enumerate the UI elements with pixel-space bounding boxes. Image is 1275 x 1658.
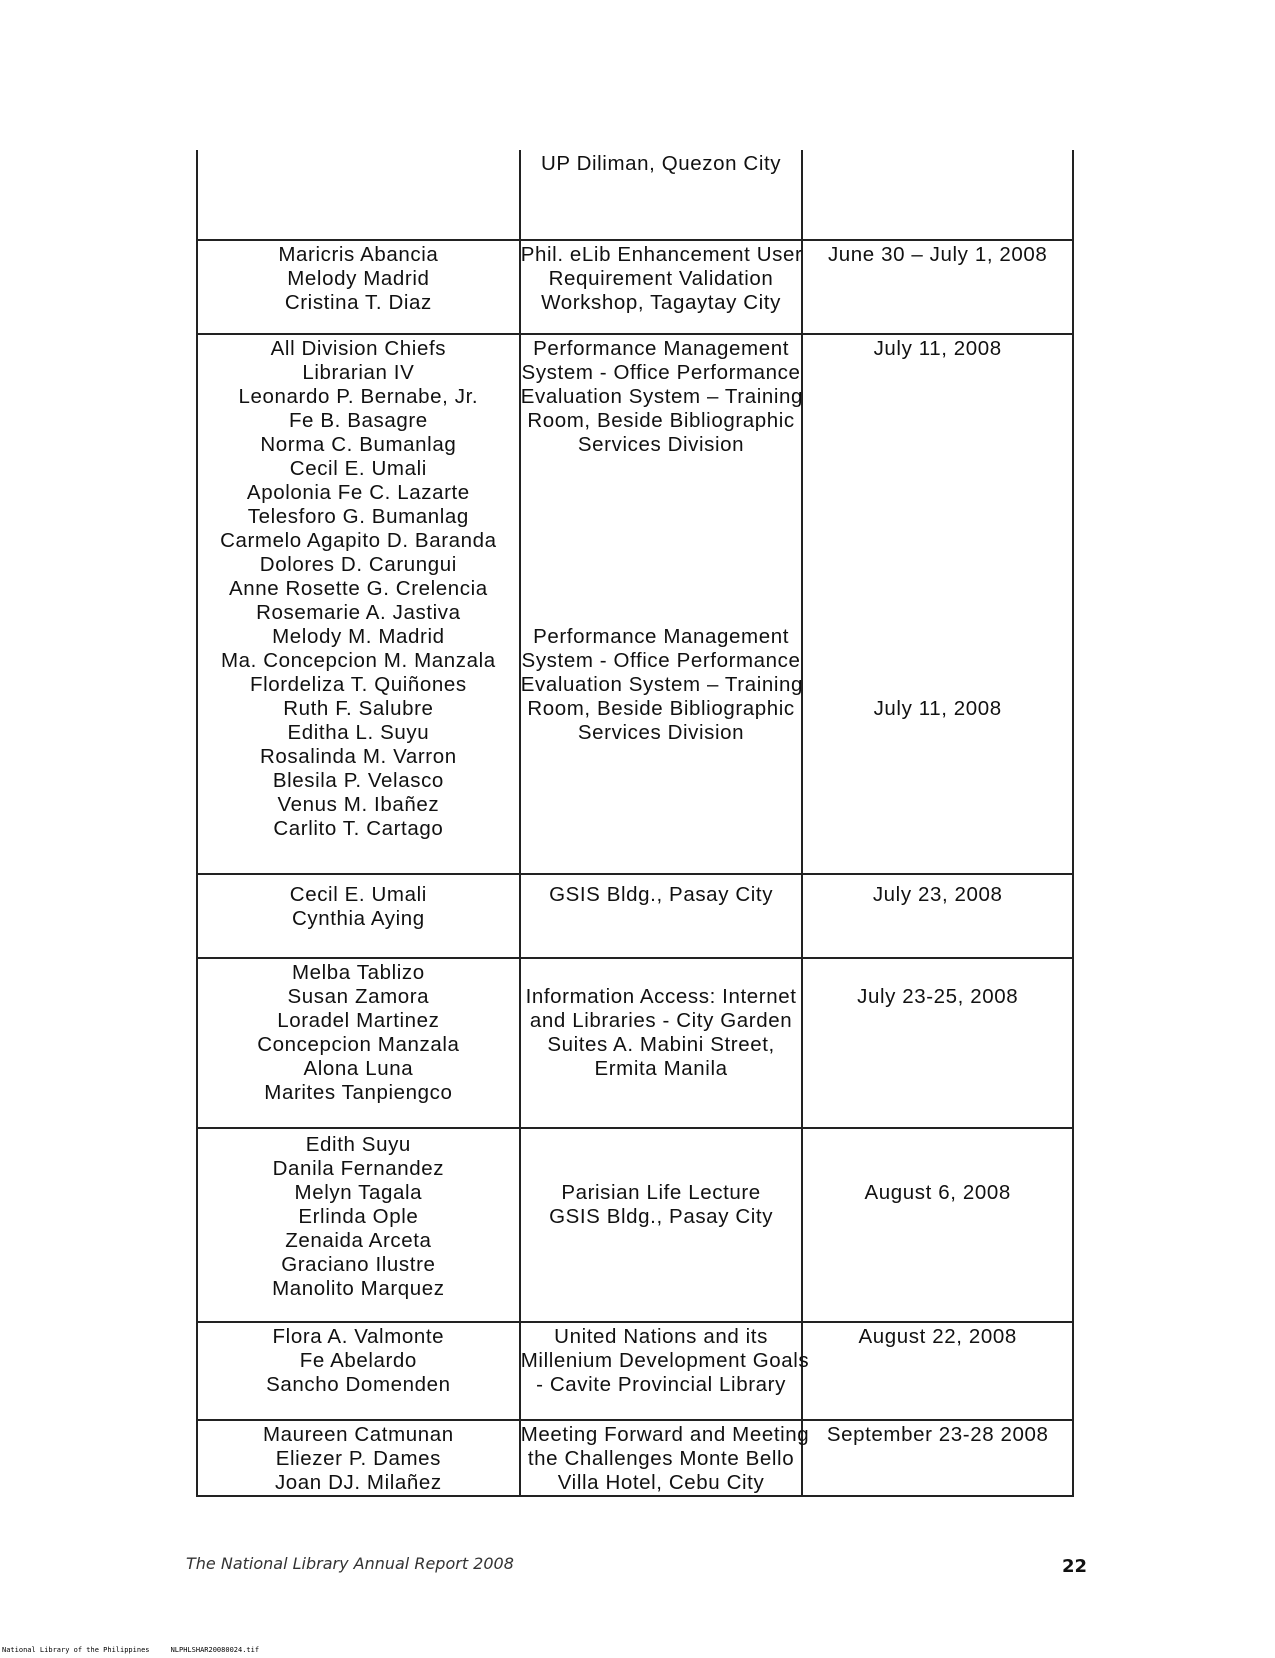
- participants-cell: [197, 1128, 520, 1322]
- participants-cell: [197, 334, 520, 874]
- participant-name: Melba Tablizo: [291, 961, 425, 984]
- event-line: and Libraries - City Garden: [529, 1009, 793, 1032]
- participant-name: Maureen Catmunan: [262, 1423, 454, 1446]
- participant-name: Blesila P. Velasco: [272, 769, 444, 792]
- table-row: [197, 1420, 1073, 1496]
- participants-cell: [197, 1322, 520, 1420]
- participant-name: Editha L. Suyu: [287, 721, 430, 744]
- participant-name: Rosalinda M. Varron: [259, 745, 457, 768]
- event-date: June 30 – July 1, 2008: [827, 243, 1048, 266]
- participant-name: Telesforo G. Bumanlag: [247, 505, 469, 528]
- participant-name: Norma C. Bumanlag: [260, 433, 457, 456]
- participant-name: Ruth F. Salubre: [283, 697, 434, 720]
- page-number: 22: [1062, 1556, 1088, 1577]
- event-cell: [520, 334, 803, 874]
- event-cell: [520, 1420, 810, 1496]
- event-cell: [520, 150, 803, 240]
- event-line: Workshop, Tagaytay City: [541, 291, 781, 314]
- participant-name: Susan Zamora: [287, 985, 430, 1008]
- table-row: [197, 874, 1073, 958]
- participant-name: Concepcion Manzala: [257, 1033, 460, 1056]
- participants-cell: [197, 1420, 520, 1496]
- table-row: [197, 1322, 1073, 1420]
- event-cell: [520, 240, 803, 334]
- event-date: July 11, 2008: [873, 337, 1002, 360]
- table-row: [197, 1128, 1073, 1322]
- event-line: Ermita Manila: [594, 1057, 728, 1080]
- participant-name: Cecil E. Umali: [289, 457, 427, 480]
- scan-info: National Library of the Philippines NLPHLSHAR20080024.tif: [2, 1646, 260, 1654]
- participant-name: Edith Suyu: [305, 1133, 411, 1156]
- event-line: GSIS Bldg., Pasay City: [549, 883, 774, 906]
- table-row: [197, 150, 1073, 240]
- event-line: the Challenges Monte Bello: [527, 1447, 795, 1470]
- participant-name: Melody Madrid: [287, 267, 430, 290]
- event-cell: [520, 1128, 803, 1322]
- event-line: Villa Hotel, Cebu City: [557, 1471, 765, 1494]
- participant-name: Fe Abelardo: [299, 1349, 417, 1372]
- table-row: [197, 334, 1073, 874]
- participants-cell: [197, 150, 520, 240]
- participants-cell: [197, 240, 520, 334]
- date-cell: [802, 874, 1073, 958]
- participant-name: All Division Chiefs: [270, 337, 447, 360]
- participant-name: Rosemarie A. Jastiva: [256, 601, 461, 624]
- event-line: UP Diliman, Quezon City: [540, 152, 782, 175]
- training-table: [196, 150, 1074, 1497]
- date-cell: [802, 334, 1073, 874]
- date-cell: [802, 150, 1073, 240]
- event-cell: [520, 874, 803, 958]
- participant-name: Loradel Martinez: [277, 1009, 440, 1032]
- participant-name: Carmelo Agapito D. Baranda: [220, 529, 497, 552]
- event-date: August 6, 2008: [864, 1181, 1011, 1204]
- participant-name: Erlinda Ople: [298, 1205, 419, 1228]
- event-line: Room, Beside Bibliographic: [527, 409, 795, 432]
- event-date: July 23, 2008: [872, 883, 1003, 906]
- event-line: Requirement Validation: [548, 267, 774, 290]
- table-row: [197, 240, 1073, 334]
- event-cell: [520, 1322, 810, 1420]
- date-cell: [802, 1322, 1073, 1420]
- participant-name: Eliezer P. Dames: [275, 1447, 442, 1470]
- event-line: Phil. eLib Enhancement User: [520, 243, 803, 266]
- participant-name: Alona Luna: [303, 1057, 414, 1080]
- date-cell: [802, 1420, 1073, 1496]
- event-line: Evaluation System – Training: [520, 673, 804, 696]
- participant-name: Apolonia Fe C. Lazarte: [246, 481, 470, 504]
- event-line: Performance Management: [533, 625, 790, 648]
- participant-name: Flora A. Valmonte: [272, 1325, 445, 1348]
- event-line: GSIS Bldg., Pasay City: [549, 1205, 774, 1228]
- date-cell: [802, 1128, 1073, 1322]
- participant-name: Carlito T. Cartago: [273, 817, 444, 840]
- participant-name: Ma. Concepcion M. Manzala: [220, 649, 496, 672]
- event-line: Millenium Development Goals: [520, 1349, 810, 1372]
- event-line: Room, Beside Bibliographic: [527, 697, 795, 720]
- participant-name: Anne Rosette G. Crelencia: [228, 577, 488, 600]
- participant-name: Graciano Ilustre: [281, 1253, 436, 1276]
- event-line: Suites A. Mabini Street,: [547, 1033, 775, 1056]
- participant-name: Flordeliza T. Quiñones: [249, 673, 467, 696]
- participant-name: Cristina T. Diaz: [284, 291, 432, 314]
- event-line: System - Office Performance: [521, 649, 801, 672]
- participant-name: Leonardo P. Bernabe, Jr.: [238, 385, 479, 408]
- participants-cell: [197, 874, 520, 958]
- event-line: Performance Management: [533, 337, 790, 360]
- participant-name: Sancho Domenden: [266, 1373, 451, 1396]
- date-cell: [802, 240, 1073, 334]
- report-title-footer: The National Library Annual Report 2008: [186, 1554, 514, 1573]
- participant-name: Venus M. Ibañez: [277, 793, 440, 816]
- event-line: Services Division: [577, 433, 745, 456]
- participant-name: Manolito Marquez: [272, 1277, 445, 1300]
- event-line: - Cavite Provincial Library: [536, 1373, 786, 1396]
- participant-name: Librarian IV: [302, 361, 415, 384]
- event-line: Meeting Forward and Meeting: [520, 1423, 810, 1446]
- participants-cell: [197, 958, 520, 1128]
- date-cell: [802, 958, 1073, 1128]
- event-line: System - Office Performance: [521, 361, 801, 384]
- event-date: July 11, 2008: [873, 697, 1002, 720]
- event-line: United Nations and its: [554, 1325, 768, 1348]
- event-line: Information Access: Internet: [525, 985, 797, 1008]
- participant-name: Fe B. Basagre: [288, 409, 428, 432]
- participant-name: Marites Tanpiengco: [264, 1081, 453, 1104]
- participant-name: Melody M. Madrid: [272, 625, 445, 648]
- event-date: August 22, 2008: [858, 1325, 1017, 1348]
- participant-name: Zenaida Arceta: [285, 1229, 432, 1252]
- event-cell: [520, 958, 803, 1128]
- participant-name: Dolores D. Carungui: [259, 553, 457, 576]
- event-date: July 23-25, 2008: [857, 985, 1019, 1008]
- event-line: Evaluation System – Training: [520, 385, 804, 408]
- participant-name: Cynthia Aying: [291, 907, 425, 930]
- participant-name: Melyn Tagala: [294, 1181, 423, 1204]
- table-row: [197, 958, 1073, 1128]
- event-line: Services Division: [577, 721, 745, 744]
- event-line: Parisian Life Lecture: [561, 1181, 761, 1204]
- participant-name: Cecil E. Umali: [289, 883, 427, 906]
- participant-name: Danila Fernandez: [272, 1157, 445, 1180]
- participant-name: Joan DJ. Milañez: [274, 1471, 442, 1494]
- participant-name: Maricris Abancia: [278, 243, 439, 266]
- event-date: September 23-28 2008: [826, 1423, 1049, 1446]
